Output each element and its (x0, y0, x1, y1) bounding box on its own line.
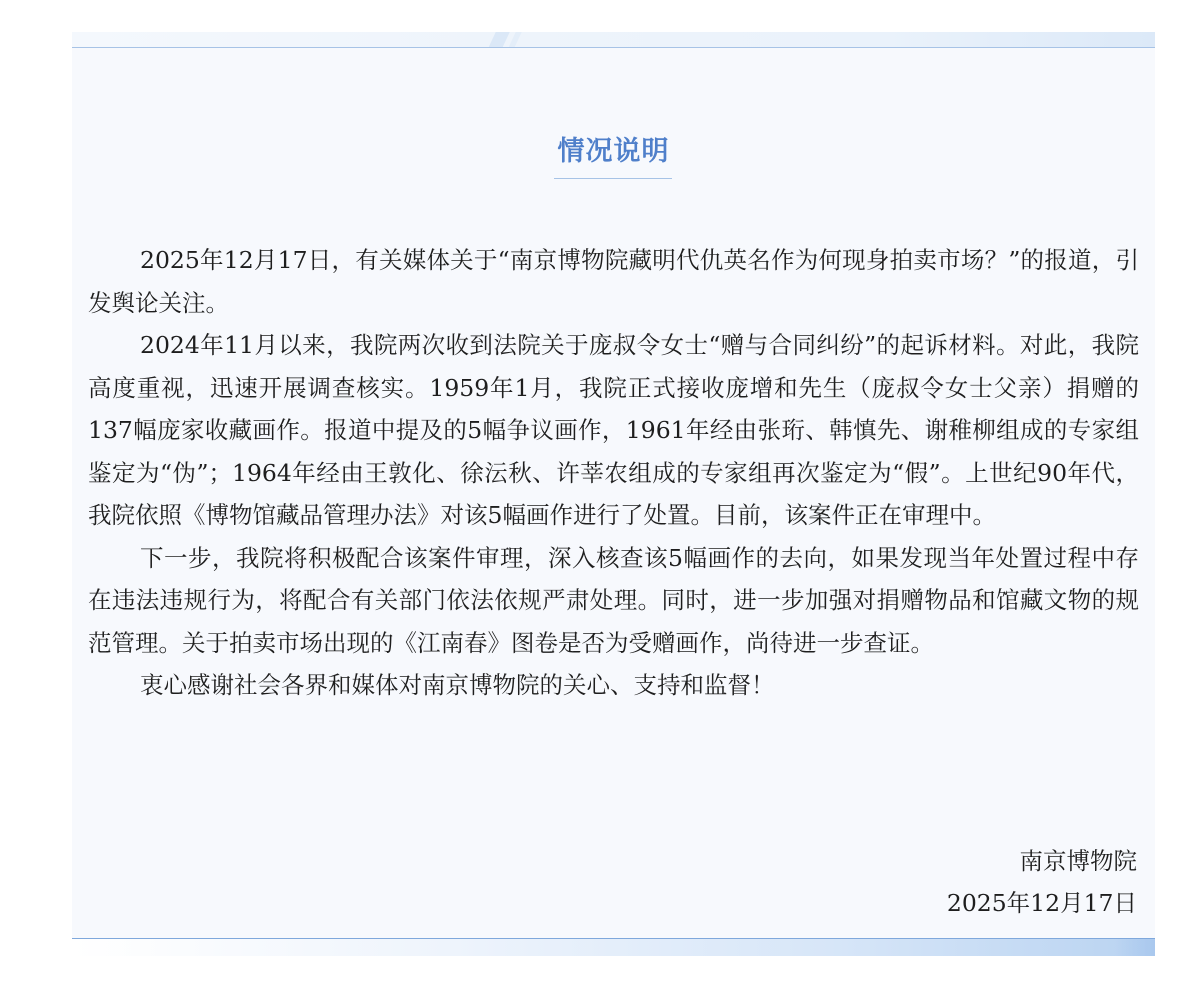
top-band-stripe (488, 32, 509, 48)
paragraph-4: 衷心感谢社会各界和媒体对南京博物院的关心、支持和监督！ (140, 671, 775, 699)
signature-date: 2025年12月17日 (946, 889, 1137, 917)
top-decorative-band (72, 32, 1155, 48)
bottom-decorative-band (72, 939, 1155, 956)
top-divider (72, 47, 1155, 48)
title-underline (554, 178, 672, 179)
statement-card (72, 32, 1155, 956)
paragraph-3: 下一步，我院将积极配合该案件审理，深入核查该5幅画作的去向，如果发现当年处置过程中存在违法违规行为，将配合有关部门依法依规严肃处理。同时，进一步加强对捐赠物品和馆藏文物的规范管理。关于拍卖市场出现的《江南春》图卷是否为受赠画作，尚待进一步查证。 (88, 543, 1139, 657)
document-title: 情况说明 (557, 136, 670, 167)
signature-organization: 南京博物院 (1019, 847, 1137, 875)
top-band-stripe-thin (508, 32, 521, 48)
paragraph-1: 2025年12月17日，有关媒体关于“南京博物院藏明代仇英名作为何现身拍卖市场？”的报道，引发舆论关注。 (88, 246, 1139, 317)
bottom-band-corner (1115, 939, 1155, 956)
paragraph-2: 2024年11月以来，我院两次收到法院关于庞叔令女士“赠与合同纠纷”的起诉材料。对此，我院高度重视，迅速开展调查核实。1959年1月，我院正式接收庞增和先生（庞叔令女士父亲）捐赠的137幅庞家收藏画作。报道中提及的5幅争议画作，1961年经由张珩、韩慎先、谢稚柳组成的专家组鉴定为“伪”；1964年经由王敦化、徐沄秋、许莘农组成的专家组再次鉴定为“假”。上世纪90年代，我院依照《博物馆藏品管理办法》对该5幅画作进行了处置。目前，该案件正在审理中。 (88, 331, 1139, 529)
statement-body (88, 239, 1139, 707)
